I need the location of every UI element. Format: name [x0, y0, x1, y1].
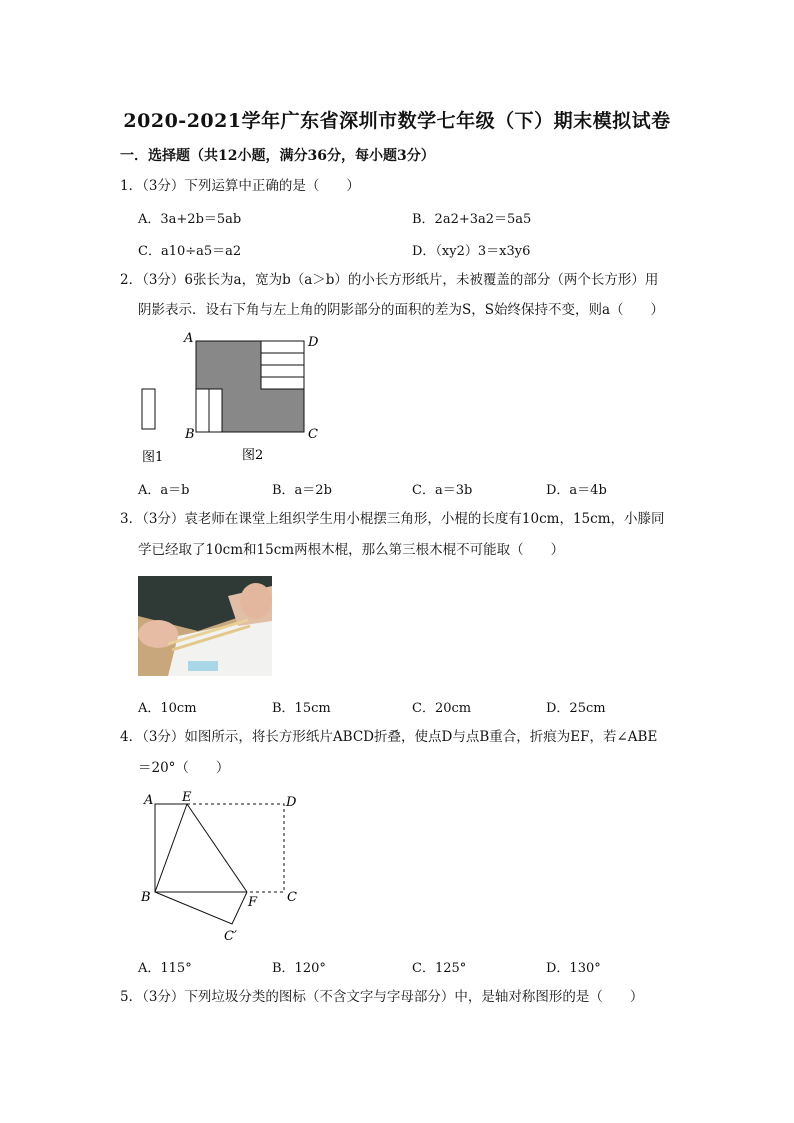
q1-option-c: C．a10÷a5＝a2: [138, 244, 242, 259]
q3-option-c: C．20cm: [412, 701, 472, 716]
q2-stem-line2: 阴影表示．设右下角与左上角的阴影部分的面积的差为S，S始终保持不变，则a（ ）: [138, 302, 665, 318]
q1-option-d: D．（xy2）3＝x3y6: [412, 244, 531, 259]
q1-option-b: B．2a2+3a2＝5a5: [412, 212, 532, 227]
q4-option-c: C．125°: [412, 961, 467, 976]
q3-photo-sticks: [138, 576, 272, 676]
fig2-strip-3: [261, 365, 304, 377]
q3-option-d: D．25cm: [546, 701, 606, 716]
q2-figure: [130, 328, 330, 468]
q1-option-a: A．3a+2b＝5ab: [138, 212, 242, 227]
q4-stem-line2: ＝20°（ ）: [138, 760, 230, 776]
q4-segment-ef: [187, 804, 247, 892]
q4-option-d: D．130°: [546, 961, 601, 976]
q2-caption-fig1: 图1: [142, 450, 164, 465]
q2-label-d: D: [308, 335, 319, 350]
q2-option-b: B．a＝2b: [272, 483, 332, 498]
q4-segment-be: [155, 804, 187, 892]
q3-option-a: A．10cm: [138, 701, 197, 716]
fig2-strip-1: [261, 341, 304, 353]
fig2-strip-2: [261, 353, 304, 365]
q2-option-c: C．a＝3b: [412, 483, 473, 498]
q4-label-f: F: [248, 895, 258, 910]
fig1-small-rectangle: [142, 389, 155, 429]
q4-folded-part: [155, 892, 247, 924]
q4-label-e: E: [182, 790, 192, 805]
q4-rect-dashed: [187, 804, 284, 892]
q3-photo-illustration: [138, 576, 272, 676]
q4-stem-line1: 4．（3分）如图所示，将长方形纸片ABCD折叠，使点D与点B重合，折痕为EF，若∠ABE: [120, 729, 658, 745]
q2-option-a: A．a＝b: [138, 483, 190, 498]
page-title: 2020-2021学年广东省深圳市数学七年级（下）期末模拟试卷: [123, 110, 671, 132]
fig2-vstrip-2: [209, 389, 222, 432]
q4-label-b: B: [141, 890, 151, 905]
q4-label-c-prime: C′: [224, 929, 237, 944]
q2-label-b: B: [185, 427, 195, 442]
q4-figure: [130, 784, 310, 946]
q2-stem-line1: 2．（3分）6张长为a，宽为b（a＞b）的小长方形纸片，未被覆盖的部分（两个长方形）用: [120, 272, 659, 288]
q2-caption-fig2: 图2: [242, 448, 264, 463]
q4-label-c: C: [287, 890, 297, 905]
q4-rect-solid: [155, 804, 247, 892]
q4-label-a: A: [144, 793, 154, 808]
q3-stem-line1: 3．（3分）袁老师在课堂上组织学生用小棍摆三角形，小棍的长度有10cm，15cm，小滕同: [120, 511, 665, 527]
q2-option-d: D．a＝4b: [546, 483, 607, 498]
q1-stem: 1．（3分）下列运算中正确的是（ ）: [120, 178, 360, 194]
q5-stem: 5．（3分）下列垃圾分类的图标（不含文字与字母部分）中，是轴对称图形的是（ ）: [120, 989, 644, 1005]
section-heading: 一．选择题（共12小题，满分36分，每小题3分）: [120, 148, 435, 164]
q4-option-b: B．120°: [272, 961, 326, 976]
q2-label-a: A: [184, 331, 194, 346]
q3-option-b: B．15cm: [272, 701, 331, 716]
q4-option-a: A．115°: [138, 961, 192, 976]
fig2-strip-4: [261, 377, 304, 389]
q2-label-c: C: [308, 427, 318, 442]
q4-label-d: D: [286, 795, 297, 810]
q3-stem-line2: 学已经取了10cm和15cm两根木棍，那么第三根木棍不可能取（ ）: [138, 542, 565, 558]
fig2-vstrip-1: [196, 389, 209, 432]
